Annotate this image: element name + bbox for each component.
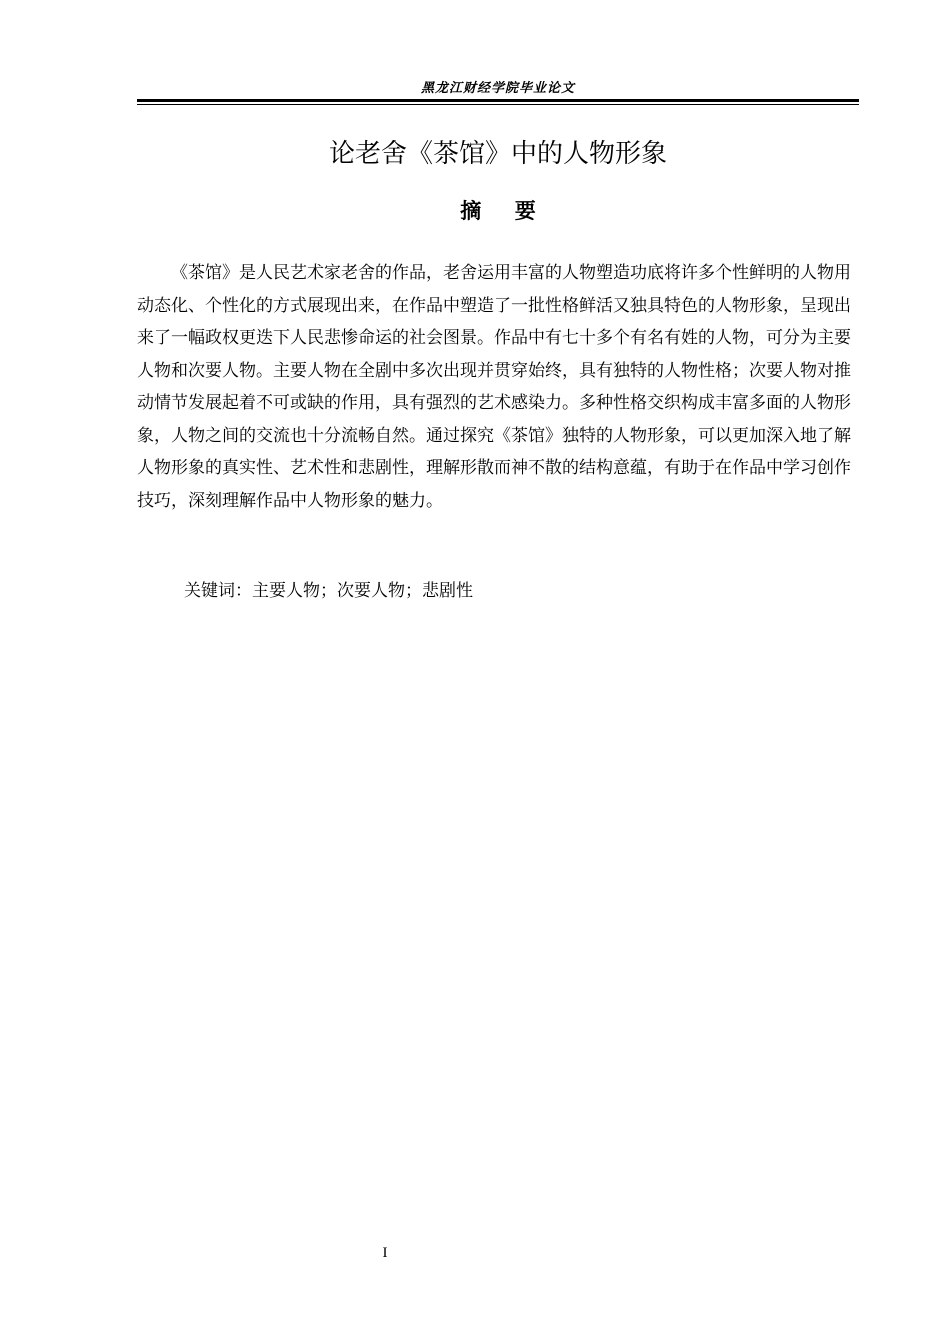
keywords-list: 主要人物；次要人物；悲剧性 [252, 581, 473, 601]
abstract-heading: 摘要 [460, 199, 570, 223]
abstract-body: 《茶馆》是人民艺术家老舍的作品，老舍运用丰富的人物塑造功底将许多个性鲜明的人物用动态化、个性化的方式展现出来，在作品中塑造了一批性格鲜活又独具特色的人物形象，呈现出来了一幅政权更迭下人民悲惨命运的社会图景。作品中有七十多个有名有姓的人物，可分为主要人物和次要人物。主要人物在全剧中多次出现并贯穿始终，具有独特的人物性格；次要人物对推动情节发展起着不可或缺的作用，具有强烈的艺术感染力。多种性格交织构成丰富多面的人物形象，人物之间的交流也十分流畅自然。通过探究《茶馆》独特的人物形象，可以更加深入地了解人物形象的真实性、艺术性和悲剧性，理解形散而神不散的结构意蕴，有助于在作品中学习创作技巧，深刻理解作品中人物形象的魅力。 [137, 263, 851, 511]
header-rule-thin [137, 104, 859, 105]
keywords-line [184, 577, 844, 605]
page-number: I [382, 1245, 388, 1261]
keywords-label: 关键词： [184, 581, 252, 601]
header-rule-thick [137, 99, 859, 102]
paper-title: 论老舍《茶馆》中的人物形象 [328, 139, 667, 169]
running-header: 黑龙江财经学院毕业论文 [420, 81, 575, 96]
